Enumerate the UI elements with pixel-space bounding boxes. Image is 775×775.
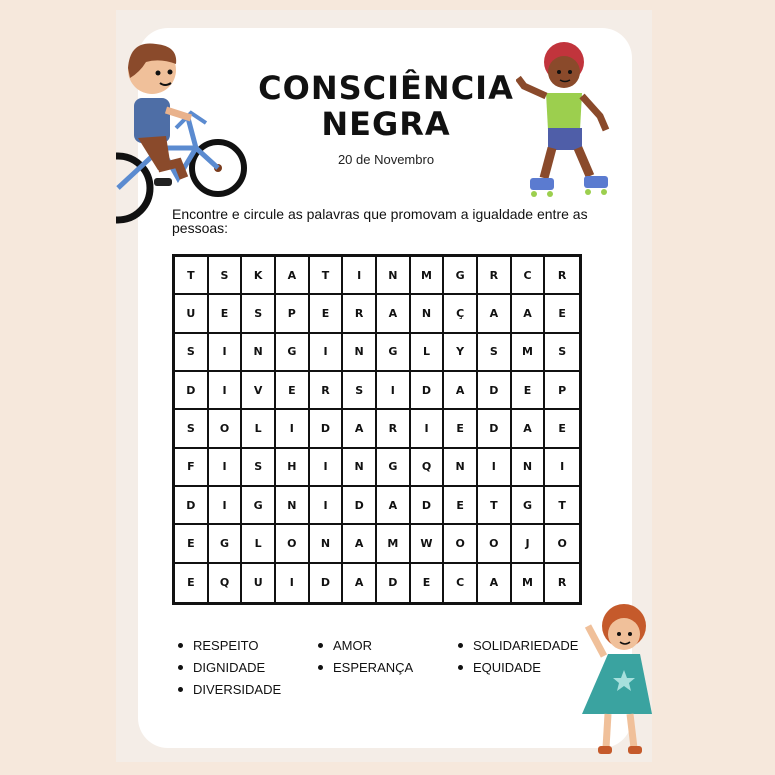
grid-cell[interactable]: A: [478, 295, 512, 333]
grid-cell[interactable]: A: [343, 410, 377, 448]
bullet-icon: [318, 665, 323, 670]
grid-cell[interactable]: I: [310, 487, 344, 525]
word-search-grid: [172, 254, 582, 605]
grid-cell[interactable]: M: [377, 525, 411, 563]
grid-cell[interactable]: E: [209, 295, 243, 333]
grid-cell[interactable]: E: [411, 564, 445, 602]
word-list-item: [178, 682, 281, 697]
grid-cell[interactable]: A: [276, 257, 310, 295]
grid-cell[interactable]: S: [242, 295, 276, 333]
grid-cell[interactable]: R: [545, 257, 579, 295]
word-list-item: [178, 660, 265, 675]
grid-cell[interactable]: A: [478, 564, 512, 602]
title-line-1: CONSCIÊNCIA: [258, 69, 514, 107]
word-list-label: DIGNIDADE: [193, 660, 266, 675]
grid-cell[interactable]: A: [343, 564, 377, 602]
grid-cell[interactable]: S: [343, 372, 377, 410]
grid-cell[interactable]: G: [512, 487, 546, 525]
word-list-label: RESPEITO: [193, 638, 259, 653]
grid-cell[interactable]: I: [276, 564, 310, 602]
grid-cell[interactable]: N: [310, 525, 344, 563]
word-list-label: EQUIDADE: [473, 660, 541, 675]
grid-cell[interactable]: M: [512, 564, 546, 602]
grid-cell[interactable]: R: [557, 576, 567, 590]
page-title: [236, 70, 536, 142]
grid-cell[interactable]: I: [310, 334, 344, 372]
grid-cell[interactable]: J: [512, 525, 546, 563]
grid-cell[interactable]: G: [377, 334, 411, 372]
grid-cell[interactable]: R: [478, 257, 512, 295]
grid-cell[interactable]: R: [377, 410, 411, 448]
grid-cell[interactable]: D: [377, 564, 411, 602]
word-list-label: ESPERANÇA: [333, 660, 414, 675]
grid-cell[interactable]: A: [512, 410, 546, 448]
grid-cell[interactable]: R: [310, 372, 344, 410]
grid-cell[interactable]: G: [444, 257, 478, 295]
word-list-label: SOLIDARIEDADE: [473, 638, 579, 653]
grid-cell[interactable]: N: [242, 334, 276, 372]
grid-cell[interactable]: N: [377, 257, 411, 295]
grid-cell[interactable]: T: [545, 487, 579, 525]
grid-cell[interactable]: T: [478, 487, 512, 525]
grid-cell[interactable]: D: [310, 564, 344, 602]
grid-cell[interactable]: D: [478, 372, 512, 410]
grid-cell[interactable]: A: [512, 295, 546, 333]
grid-cell[interactable]: E: [175, 564, 209, 602]
grid-cell[interactable]: V: [242, 372, 276, 410]
grid-cell[interactable]: T: [310, 257, 344, 295]
word-list-item: [178, 638, 259, 653]
grid-cell[interactable]: E: [175, 525, 209, 563]
grid-cell[interactable]: O: [444, 525, 478, 563]
grid-cell[interactable]: A: [343, 525, 377, 563]
bullet-icon: [178, 643, 183, 648]
grid-cell[interactable]: I: [209, 487, 243, 525]
grid-cell[interactable]: P: [276, 295, 310, 333]
word-list-item: [458, 660, 541, 675]
grid-cell[interactable]: S: [175, 334, 209, 372]
grid-cell[interactable]: I: [310, 449, 344, 487]
grid-cell[interactable]: O: [209, 410, 243, 448]
grid-cell[interactable]: Q: [411, 449, 445, 487]
grid-cell[interactable]: G: [377, 449, 411, 487]
grid-cell[interactable]: N: [343, 449, 377, 487]
word-list: [178, 638, 598, 718]
grid-cell[interactable]: T: [175, 257, 209, 295]
grid-cell[interactable]: I: [478, 449, 512, 487]
grid-cell[interactable]: I: [411, 410, 445, 448]
grid-cell[interactable]: I: [209, 372, 243, 410]
grid-cell[interactable]: U: [175, 295, 209, 333]
instructions-text: Encontre e circule as palavras que promovam a igualdade entre as pessoas:: [172, 206, 588, 236]
grid-cell[interactable]: L: [411, 334, 445, 372]
grid-cell[interactable]: N: [343, 334, 377, 372]
grid-cell[interactable]: N: [276, 487, 310, 525]
boy-on-bicycle-illustration: [116, 28, 256, 228]
grid-cell[interactable]: I: [343, 257, 377, 295]
grid-cell[interactable]: S: [209, 257, 243, 295]
grid-cell[interactable]: S: [242, 449, 276, 487]
grid-cell[interactable]: F: [175, 449, 209, 487]
grid-cell[interactable]: N: [444, 449, 478, 487]
grid-cell[interactable]: W: [411, 525, 445, 563]
grid-cell[interactable]: D: [478, 410, 512, 448]
word-list-label: DIVERSIDADE: [193, 682, 282, 697]
date-subtitle: 20 de Novembro: [337, 152, 435, 167]
grid-cell[interactable]: G: [209, 525, 243, 563]
grid-cell[interactable]: I: [545, 449, 579, 487]
grid-cell[interactable]: D: [310, 410, 344, 448]
grid-cell[interactable]: I: [377, 372, 411, 410]
word-list-item: [318, 638, 372, 653]
word-list-item: [458, 638, 578, 653]
grid-cell[interactable]: R: [343, 295, 377, 333]
grid-cell[interactable]: I: [276, 410, 310, 448]
grid-cell[interactable]: E: [512, 372, 546, 410]
word-list-item: [318, 660, 413, 675]
bullet-icon: [458, 643, 463, 648]
grid-cell[interactable]: G: [242, 487, 276, 525]
word-list-label: AMOR: [333, 638, 372, 653]
bullet-icon: [458, 665, 463, 670]
grid-cell[interactable]: P: [545, 372, 579, 410]
grid-cell[interactable]: A: [444, 372, 478, 410]
grid-cell[interactable]: D: [411, 372, 445, 410]
grid-cell[interactable]: D: [175, 372, 209, 410]
grid-cell[interactable]: E: [545, 295, 579, 333]
grid-cell[interactable]: A: [377, 487, 411, 525]
grid-cell[interactable]: E: [276, 372, 310, 410]
grid-cell[interactable]: M: [512, 334, 546, 372]
grid-cell[interactable]: E: [444, 410, 478, 448]
grid-cell[interactable]: I: [209, 334, 243, 372]
grid-cell[interactable]: Y: [444, 334, 478, 372]
grid-cell[interactable]: G: [276, 334, 310, 372]
grid-cell[interactable]: I: [209, 449, 243, 487]
bullet-icon: [318, 643, 323, 648]
grid-cell[interactable]: D: [343, 487, 377, 525]
grid-cell[interactable]: N: [512, 449, 546, 487]
grid-cell[interactable]: L: [242, 410, 276, 448]
grid-cell[interactable]: M: [411, 257, 445, 295]
grid-cell[interactable]: S: [545, 334, 579, 372]
grid-cell[interactable]: S: [175, 410, 209, 448]
bullet-icon: [178, 665, 183, 670]
grid-cell[interactable]: U: [242, 564, 276, 602]
grid-cell[interactable]: D: [411, 487, 445, 525]
grid-cell[interactable]: Ç: [444, 295, 478, 333]
grid-cell[interactable]: H: [276, 449, 310, 487]
grid-cell[interactable]: N: [411, 295, 445, 333]
bullet-icon: [178, 687, 183, 692]
worksheet-page: [116, 10, 652, 762]
grid-cell[interactable]: E: [545, 410, 579, 448]
grid-cell[interactable]: D: [175, 487, 209, 525]
grid-cell[interactable]: K: [242, 257, 276, 295]
grid-cell[interactable]: Q: [209, 564, 243, 602]
grid-cell[interactable]: A: [377, 295, 411, 333]
grid-cell[interactable]: O: [276, 525, 310, 563]
grid-cell[interactable]: C: [444, 564, 478, 602]
grid-cell[interactable]: O: [545, 525, 579, 563]
grid-cell[interactable]: S: [478, 334, 512, 372]
grid-cell[interactable]: C: [512, 257, 546, 295]
title-line-2: NEGRA: [321, 105, 451, 143]
grid-cell[interactable]: E: [444, 487, 478, 525]
grid-cell[interactable]: L: [242, 525, 276, 563]
grid-cell[interactable]: O: [478, 525, 512, 563]
grid-cell[interactable]: E: [310, 295, 344, 333]
